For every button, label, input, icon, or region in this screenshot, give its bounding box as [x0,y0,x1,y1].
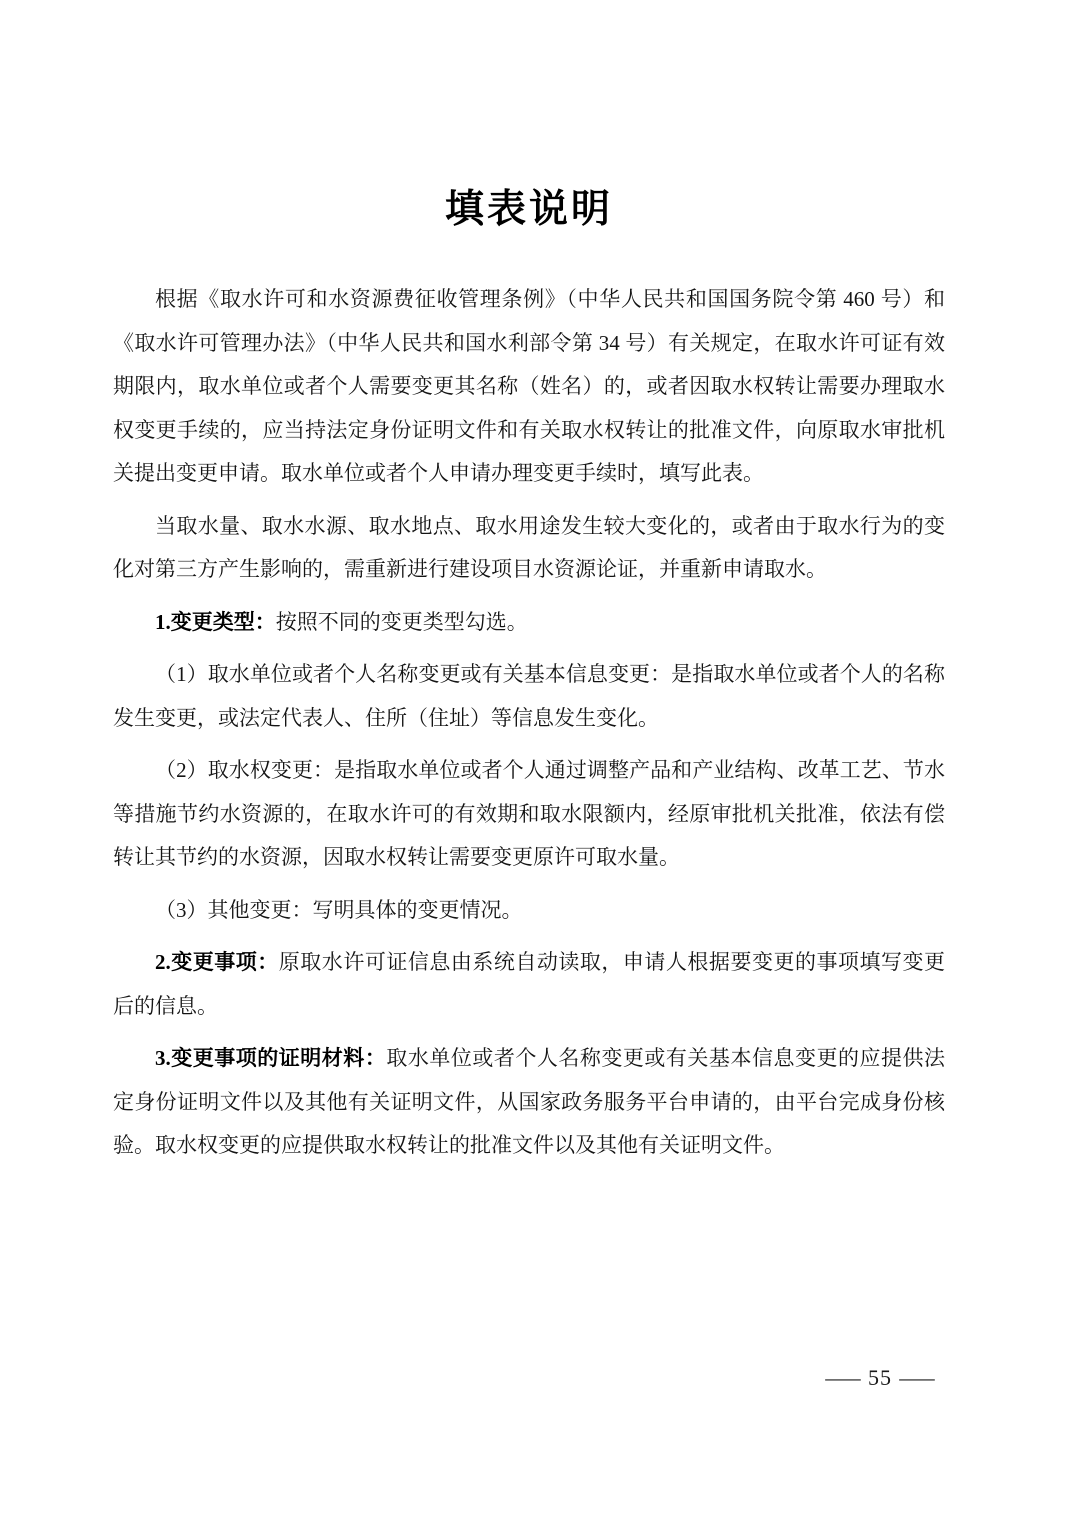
page-number: 55 [868,1365,892,1390]
paragraph: 2.变更事项：原取水许可证信息由系统自动读取，申请人根据要变更的事项填写变更后的信息。 [113,950,946,1018]
paragraph: （1）取水单位或者个人名称变更或有关基本信息变更：是指取水单位或者个人的名称发生变更，或法定代表人、住所（住址）等信息发生变化。 [113,662,945,730]
paragraph-label: 2.变更事项： [155,950,279,974]
paragraph: （3）其他变更：写明具体的变更情况。 [155,897,523,922]
paragraph: 1.变更类型：按照不同的变更类型勾选。 [155,609,528,634]
footer-dash-right: — [899,1365,935,1390]
footer-dash-left: — [825,1365,861,1390]
paragraph-label: 3.变更事项的证明材料： [155,1046,387,1070]
paragraph: （2）取水权变更：是指取水单位或者个人通过调整产品和产业结构、改革工艺、节水等措施节约水资源的，在取水许可的有效期和取水限额内，经原审批机关批准，依法有偿转让其节约的水资源，因取水权转让需要变更原许可取水量。 [113,758,945,869]
paragraph: 当取水量、取水水源、取水地点、取水用途发生较大变化的，或者由于取水行为的变化对第三方产生影响的，需重新进行建设项目水资源论证，并重新申请取水。 [113,513,945,581]
paragraph: 根据《取水许可和水资源费征收管理条例》（中华人民共和国国务院令第 460 号）和《取水许可管理办法》（中华人民共和国水利部令第 34 号）有关规定，在取水许可证有效期限内，取水单位或者个人需要变更其名称（姓名）的，或者因取水权转让需要办理取水权变更手续的，应当持法定身份证明文件和有关取水权转让的批准文件，向原取水审批机关提出变更申请。取水单位或者个人申请办理变更手续时，填写此表。 [113,287,945,485]
document-content [113,0,945,1177]
paragraph-label: 1.变更类型： [155,609,276,634]
paragraph: 3.变更事项的证明材料：取水单位或者个人名称变更或有关基本信息变更的应提供法定身份证明文件以及其他有关证明文件，从国家政务服务平台申请的，由平台完成身份核验。取水权变更的应提供取水权转让的批准文件以及其他有关证明文件。 [113,1046,945,1157]
page-footer [818,1364,942,1392]
document-body [113,278,945,1168]
page-title: 填表说明 [444,188,613,231]
